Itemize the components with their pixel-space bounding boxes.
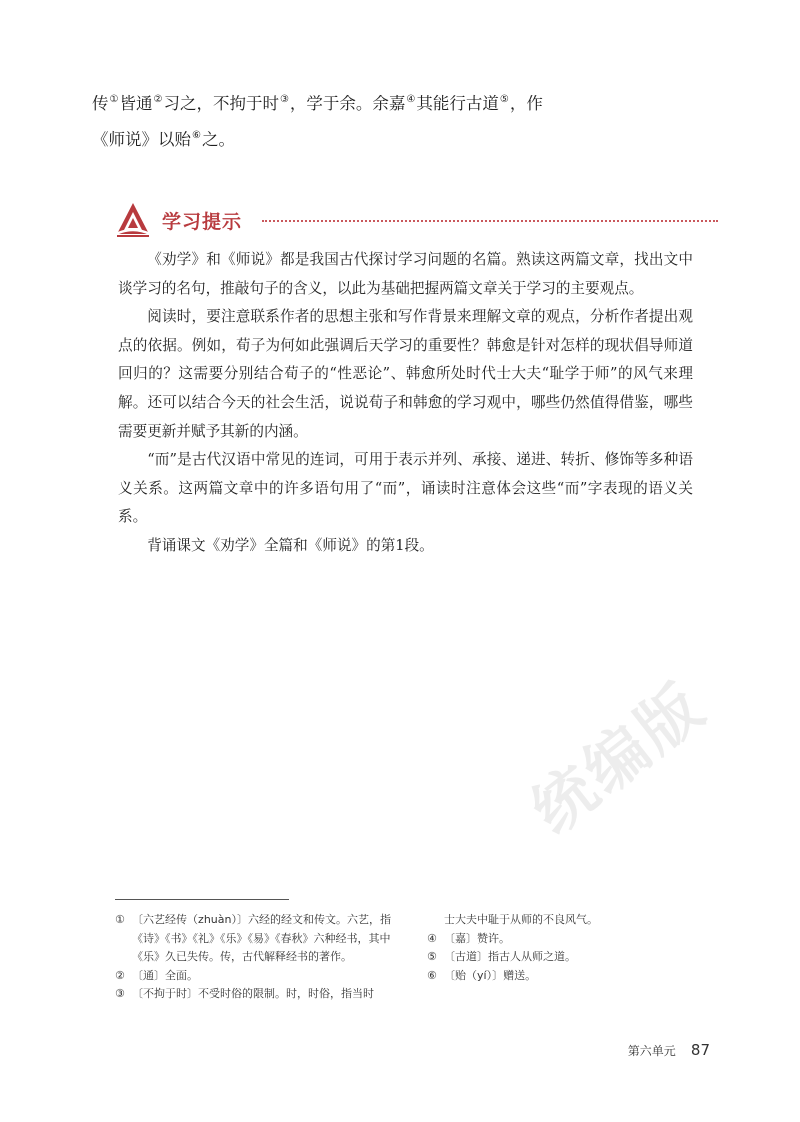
- text-segment: 传: [92, 94, 109, 113]
- edition-watermark: 统编版: [518, 668, 719, 848]
- study-tips-title: 学习提示: [162, 211, 243, 233]
- page-footer: [628, 1040, 710, 1059]
- footnotes-right-column: [427, 911, 717, 985]
- footnote-item: ⑤ 〔古道〕指古人从师之道。: [427, 950, 577, 963]
- tips-paragraph: 背诵课文《劝学》全篇和《师说》的第1段。: [147, 536, 434, 554]
- footnote-item: ③ 〔不拘于时〕不受时俗的限制。时，时俗，指当时: [115, 987, 375, 1000]
- text-segment: 习之，不拘于时: [163, 94, 279, 113]
- footnote-marker: ①: [109, 94, 119, 105]
- dotted-divider: [262, 220, 718, 222]
- footnote-marker: ⑤: [499, 94, 509, 105]
- text-line-1: [92, 84, 732, 120]
- footnote-item: ② 〔通〕全面。: [115, 968, 199, 982]
- footnote-marker: ②: [153, 94, 163, 105]
- footnote-divider: [115, 899, 289, 900]
- main-text-continuation: [92, 84, 732, 156]
- study-tips-body: [118, 246, 693, 561]
- footnote-item: ⑥ 〔贻（yí）〕赠送。: [427, 968, 537, 982]
- text-segment: 之。: [201, 130, 235, 149]
- study-tips-header: [114, 200, 718, 240]
- footnote-marker: ④: [406, 94, 416, 105]
- text-segment: 皆通: [119, 94, 153, 113]
- footnote-marker: ③: [279, 94, 289, 105]
- footnotes-left-column: [115, 911, 405, 1004]
- footnote-item: ① 〔六艺经传（zhuàn）〕六经的经文和传文。六艺，指《诗》《书》《礼》《乐》《易》《春秋》六种经书，其中《乐》久已失传。传，古代解释经书的著作。: [115, 913, 391, 963]
- tips-paragraph: 阅读时，要注意联系作者的思想主张和写作背景来理解文章的观点，分析作者提出观点的依据。例如，荀子为何如此强调后天学习的重要性？韩愈是针对怎样的现状倡导师道回归的？这需要分别结合荀子的“性恶论”、韩愈所处时代士大夫“耻学于师”的风气来理解。还可以结合今天的社会生活，说说荀子和韩愈的学习观中，哪些仍然值得借鉴，哪些需要更新并赋予其新的内涵。: [118, 308, 693, 440]
- text-line-2: [92, 120, 732, 156]
- tips-paragraph: “而”是古代汉语中常见的连词，可用于表示并列、承接、递进、转折、修饰等多种语义关系。这两篇文章中的许多语句用了“而”，诵读时注意体会这些“而”字表现的语义关系。: [118, 451, 693, 526]
- study-tips-logo-icon: [114, 200, 152, 238]
- tips-paragraph: 《劝学》和《师说》都是我国古代探讨学习问题的名篇。熟读这两篇文章，找出文中谈学习的名句，推敲句子的含义，以此为基础把握两篇文章关于学习的主要观点。: [118, 251, 693, 297]
- unit-name: 第六单元: [627, 1044, 676, 1058]
- text-segment: 其能行古道: [416, 94, 499, 113]
- text-segment: ，作: [509, 94, 543, 113]
- text-segment: ，学于余。余嘉: [289, 94, 406, 113]
- footnote-item: ④ 〔嘉〕赞许。: [427, 931, 511, 945]
- page-number: 87: [690, 1041, 710, 1059]
- text-segment: 《师说》以贻: [92, 130, 191, 149]
- footnote-continuation: 士大夫中耻于从师的不良风气。: [444, 913, 599, 926]
- footnote-marker: ⑥: [192, 130, 201, 141]
